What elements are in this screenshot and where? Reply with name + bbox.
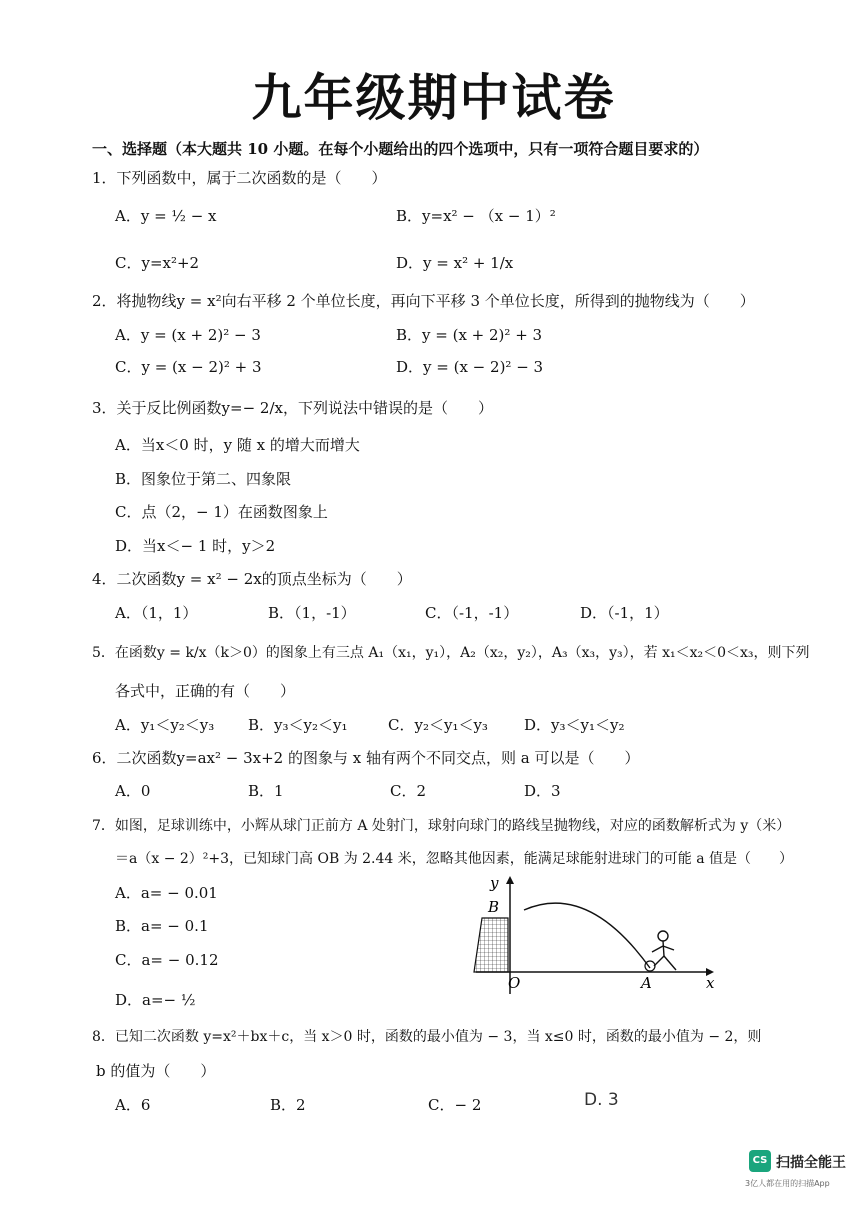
question-2-option-d: D．y = (x − 2)² − 3 <box>396 358 544 376</box>
figure-x-label: x <box>706 974 715 992</box>
y-axis-arrow-icon <box>506 876 514 884</box>
question-5-stem-continued: 各式中，正确的有（ ） <box>115 682 296 700</box>
question-6-option-c: C．2 <box>390 782 427 800</box>
question-2-stem: 2．将抛物线y = x²向右平移 2 个单位长度，再向下平移 3 个单位长度，所得到的抛物线为（ ） <box>92 292 755 310</box>
question-5-option-c: C．y₂＜y₁＜y₃ <box>388 716 488 734</box>
question-4-option-a: A．（1，1） <box>115 604 198 622</box>
figure-a-label: A <box>641 974 652 992</box>
question-2-option-a: A．y = (x + 2)² − 3 <box>115 326 261 344</box>
figure-origin-label: O <box>508 974 521 992</box>
question-3-stem: 3．关于反比例函数y=− 2/x，下列说法中错误的是（ ） <box>92 399 493 417</box>
question-7-option-c: C．a= − 0.12 <box>115 951 219 969</box>
question-5-option-a: A．y₁＜y₂＜y₃ <box>115 716 215 734</box>
question-2-option-c: C．y = (x − 2)² + 3 <box>115 358 262 376</box>
ball-trajectory <box>524 903 650 968</box>
question-6-option-a: A．0 <box>115 782 151 800</box>
question-1-option-a: A．y = ½ − x <box>115 207 217 225</box>
question-4-option-b: B．（1，-1） <box>268 604 356 622</box>
question-3-option-a: A．当x＜0 时，y 随 x 的增大而增大 <box>115 436 360 454</box>
player-icon <box>652 931 676 970</box>
question-6-option-b: B．1 <box>248 782 284 800</box>
figure-y-label: y <box>490 874 499 892</box>
question-8-option-d: D. 3 <box>584 1090 619 1110</box>
question-8-option-c: C．− 2 <box>428 1096 482 1114</box>
question-8-stem-continued: b 的值为（ ） <box>96 1062 216 1080</box>
figure-b-label: B <box>488 898 500 916</box>
question-8-stem: 8．已知二次函数 y=x²＋bx＋c，当 x＞0 时，函数的最小值为 − 3，当 x≤0 时，函数的最小值为 − 2，则 <box>92 1029 762 1045</box>
scanner-tagline: 3亿人都在用的扫描App <box>745 1179 830 1188</box>
football-icon <box>645 961 655 971</box>
question-1-stem: 1．下列函数中，属于二次函数的是（ ） <box>92 169 387 187</box>
question-4-option-c: C．（-1，-1） <box>425 604 519 622</box>
question-2-option-b: B．y = (x + 2)² + 3 <box>396 326 543 344</box>
question-4-stem: 4．二次函数y = x² − 2x的顶点坐标为（ ） <box>92 570 412 588</box>
scanner-logo-icon: CS <box>749 1150 771 1172</box>
question-1-option-c: C．y=x²+2 <box>115 254 200 272</box>
question-5-stem: 5．在函数y = k/x（k＞0）的图象上有三点 A₁（x₁，y₁），A₂（x₂，y₂），A₃（x₃，y₃），若 x₁＜x₂＜0＜x₃，则下列 <box>92 645 810 661</box>
question-7-stem: 7．如图，足球训练中，小辉从球门正前方 A 处射门，球射向球门的路线呈抛物线，对应的函数解析式为 y（米） <box>92 818 791 834</box>
question-6-stem: 6．二次函数y=ax² − 3x+2 的图象与 x 轴有两个不同交点，则 a 可以是（ ） <box>92 749 640 767</box>
question-1-option-d: D．y = x² + 1/x <box>396 254 514 272</box>
question-4-option-d: D．（-1，1） <box>580 604 669 622</box>
question-6-option-d: D．3 <box>524 782 561 800</box>
question-7-option-b: B．a= − 0.1 <box>115 917 209 935</box>
goal-net-icon <box>474 918 508 972</box>
question-8-option-a: A．6 <box>115 1096 151 1114</box>
question-3-option-b: B．图象位于第二、四象限 <box>115 470 292 488</box>
question-8-option-b: B．2 <box>270 1096 306 1114</box>
page-title: 九年级期中试卷 <box>251 69 616 127</box>
section-heading: 一、选择题（本大题共 10 小题。在每个小题给出的四个选项中，只有一项符合题目要求的） <box>92 140 709 158</box>
question-3-option-c: C．点（2，− 1）在函数图象上 <box>115 503 328 521</box>
question-5-option-b: B．y₃＜y₂＜y₁ <box>248 716 348 734</box>
scanner-app-name: 扫描全能王 <box>776 1155 846 1171</box>
question-7-option-d: D．a=− ½ <box>115 991 196 1009</box>
question-3-option-d: D．当x＜− 1 时，y＞2 <box>115 537 276 555</box>
question-5-option-d: D．y₃＜y₁＜y₂ <box>524 716 625 734</box>
question-7-figure <box>468 872 728 1000</box>
question-7-option-a: A．a= − 0.01 <box>115 884 218 902</box>
question-1-option-b: B．y=x² − （x − 1）² <box>396 207 556 225</box>
question-7-stem-continued: ＝a（x − 2）²+3，已知球门高 OB 为 2.44 米，忽略其他因素，能满足球能射进球门的可能 a 值是（ ） <box>115 851 794 867</box>
